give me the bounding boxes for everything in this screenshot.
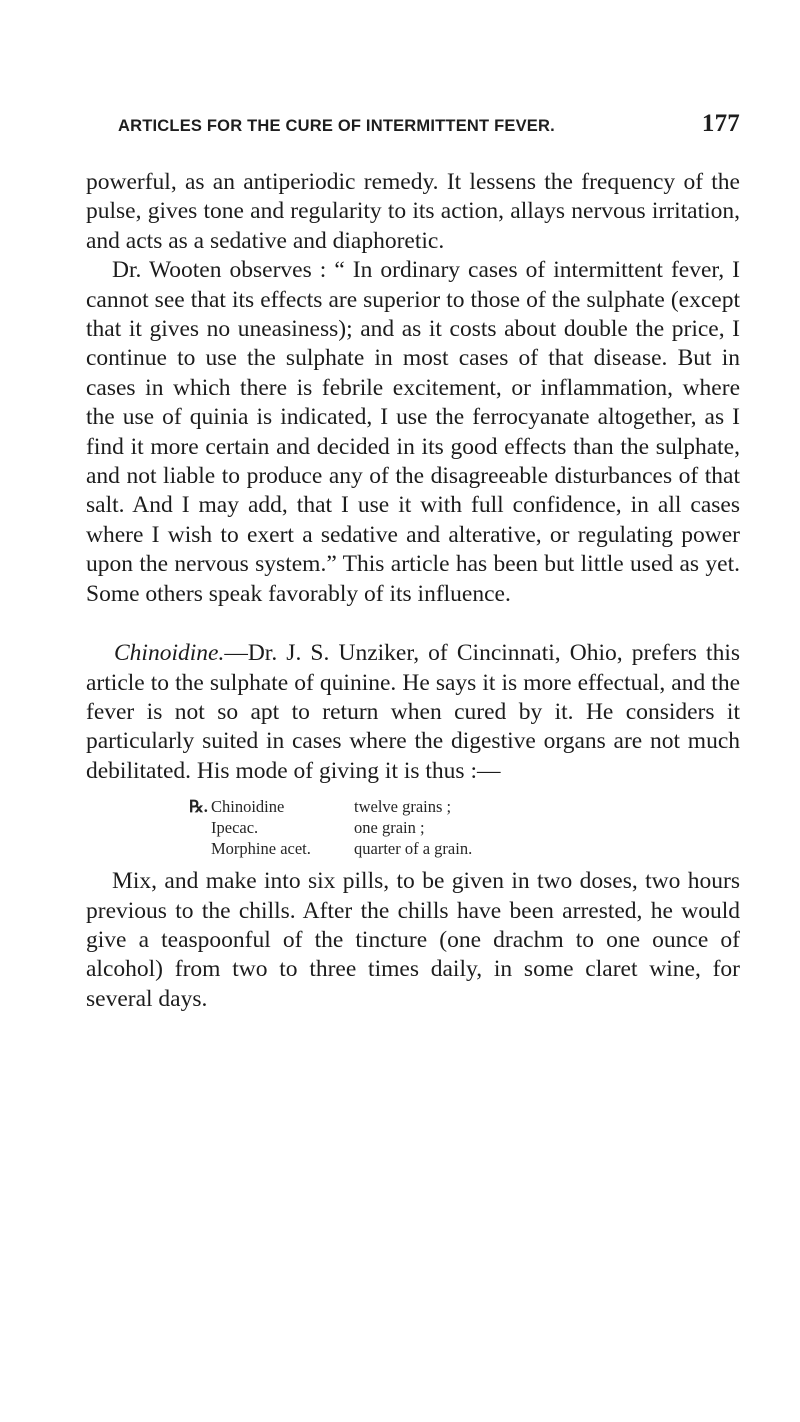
drug-amount: twelve grains ; — [354, 797, 452, 817]
body-text — [86, 168, 740, 1014]
section-term: Chinoidine. — [114, 640, 225, 667]
drug-amount: quarter of a grain. — [354, 839, 473, 859]
recipe-symbol: ℞. — [189, 797, 208, 817]
prescription-row — [189, 796, 740, 817]
book-page — [86, 108, 740, 1014]
drug-amount: one grain ; — [354, 818, 425, 838]
page-number: 177 — [701, 110, 740, 137]
drug-name: Morphine acet. — [211, 839, 311, 859]
paragraph-chinoidine — [86, 639, 740, 786]
running-head — [86, 108, 740, 138]
section-text: —Dr. J. S. Unziker, of Cincinnati, Ohio, prefers this article to the sulphate of quinine. He says it is more effectual, and the fever is not so apt to return when cured by it. He considers it particularly suited in cases where the digestive organs are not much debilitated. His mode of giving it is thus :— — [86, 640, 740, 784]
running-title: ARTICLES FOR THE CURE OF INTERMITTENT FEVER. — [118, 117, 555, 135]
paragraph-continuation: powerful, as an antiperiodic remedy. It lessens the frequency of the pulse, gives tone and regularity to its action, allays nervous irritation, and acts as a sedative and diaphoretic. — [86, 169, 740, 254]
paragraph-directions: Mix, and make into six pills, to be given in two doses, two hours previous to the chills. After the chills have been arrested, he would give a teaspoonful of the tincture (one drachm to one ounce of alcohol) from two to three times daily, in some claret wine, for several days. — [86, 868, 740, 1012]
drug-name: Ipecac. — [211, 818, 259, 838]
prescription — [189, 796, 740, 859]
drug-name: Chinoidine — [211, 797, 285, 817]
prescription-row — [189, 817, 740, 838]
prescription-row — [189, 838, 740, 859]
paragraph-wooten-quote: Dr. Wooten observes : “ In ordinary cases of intermittent fever, I cannot see that its effects are superior to those of the sulphate (except that it gives no uneasiness); and as it costs about double the price, I continue to use the sulphate in most cases of that disease. But in cases in which there is febrile excitement, or inflammation, where the use of quinia is indicated, I use the ferrocyanate altogether, as I find it more certain and decided in its good effects than the sulphate, and not liable to produce any of the disagreeable disturbances of that salt. And I may add, that I use it with full confidence, in all cases where I wish to exert a sedative and alterative, or regulating power upon the nervous system.” This article has been but little used as yet. Some others speak favorably of its influence. — [86, 257, 740, 607]
